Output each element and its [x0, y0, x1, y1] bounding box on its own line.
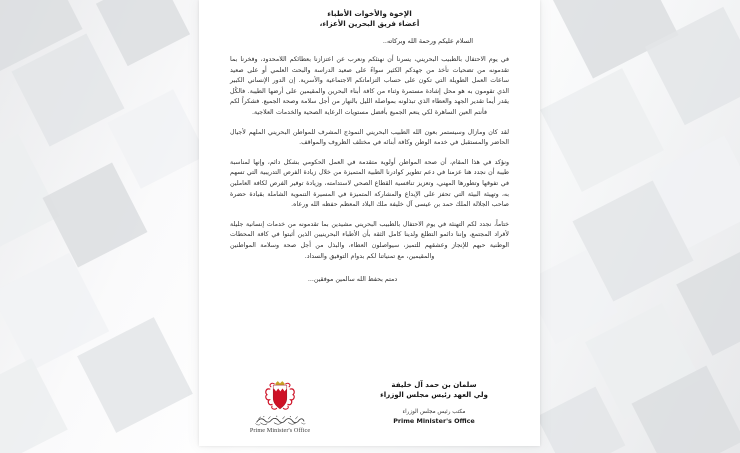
signature-block	[199, 380, 540, 444]
office-emblem-group	[248, 380, 312, 434]
signatory-details	[359, 380, 509, 425]
office-name-arabic: مكتب رئيس مجلس الوزراء	[402, 409, 466, 415]
letter-salutation-heading	[230, 9, 509, 28]
background-shape	[96, 0, 190, 66]
signatory-name: سلمان بن حمد آل خليفة	[391, 380, 477, 389]
letter-paragraph: في يوم الاحتفال بالطبيب البحريني، يسرنا أن نهنئكم ونعرب عن اعتزازنا بعطائكم اللامحدود، وفخرنا بما تقدمونه من تضحيات تأخذ من جهدكم الكثير سواءً على صعيد الدراسة والبحث العلمي أو على صعيد ساعات العمل الطويلة التي تكون على حساب التزاماتكم الاجتماعية والأسرية. إن الدور الإنساني الكبير الذي تقومون به هو محل إشادة مستمرة وثناء من كافة أبناء البحرين والمقيمين على أرضها الطيبة. فالكُل يقدر أيما تقدير الجهد والعطاء الذي تبذلونه بمواصلة الليل بالنهار من أجل سلامة وصحة الجميع. فشكراً لكم فأنتم العين الساهرة لكي ينعم الجميع بأفضل مستويات الرعاية الصحية والخدمات العلاجية.	[230, 56, 509, 116]
prime-ministers-office-arabic-calligraphy-icon	[254, 415, 306, 426]
bahrain-coat-of-arms-icon	[263, 380, 297, 414]
letter-closing: دمتم بحفظ الله سالمين موفقين...	[307, 276, 398, 284]
background-shape	[0, 358, 68, 453]
letter-greeting: السلام عليكم ورحمة الله وبركاته..	[382, 37, 473, 45]
background-shape	[540, 68, 664, 192]
emblem-caption-english: Prime Minister's Office	[249, 427, 311, 434]
letter-paragraph: ونؤكد في هذا المقام، أن صحة المواطن أولوية متقدمة في العمل الحكومي بشكل دائم، وإنها لمناسبة طيبة أن نجدد هنا عزمنا في دعم تطوير كوادرنا الطبية المتميزة من خلال زيادة الفرص التدريبية التي تسهم في تفوقها وتطورها المهني، وتعزيز تنافسية القطاع الصحي لاستدامته، وزيادة توفير الفرص لكافة العاملين به، وتهيئة البيئة التي تحفز على الإبداع والمشاركة المتميزة في المسيرة التنموية الشاملة بقيادة حضرة صاحب الجلالة الملك حمد بن عيسى آل خليفة ملك البلاد المعظم حفظه الله ورعاه.	[230, 158, 509, 209]
office-name-english: Prime Minister's Office	[393, 417, 475, 425]
heading-line-2: أعضاء فريق البحرين الأعزاء،	[319, 18, 420, 28]
background-shape	[43, 163, 148, 268]
letter-paragraph: ختاماً، نجدد لكم التهنئة في يوم الاحتفال بالطبيب البحريني مشيدين بما تقدمونه من خدمات إنسانية جليلة لأفراد المجتمع، وإننا دائمو التطلع ولدينا كامل الثقة بأن الأطباء البحرينيين الذين أثبتوا في كافة المحطات الوطنية حبهم للإنجاز وعشقهم للتميز، سيواصلون العطاء، والبذل من أجل صحة وسلامة المواطنين والمقيمين، مع تمنياتنا لكم بدوام التوفيق والسداد.	[230, 220, 509, 260]
heading-line-1: الإخوة والأخوات الأطباء	[327, 9, 412, 18]
letter-document	[199, 0, 540, 446]
signatory-title: ولي العهد رئيس مجلس الوزراء	[380, 390, 488, 399]
letter-paragraph: لقد كان ومازال وسيستمر بعون الله الطبيب البحريني النموذج المشرف للمواطن البحريني الملهم لأجيال الحاضر والمستقبل في خدمة الوطن وكافة أبنائه في مختلف الظروف والمواقف.	[230, 128, 509, 147]
